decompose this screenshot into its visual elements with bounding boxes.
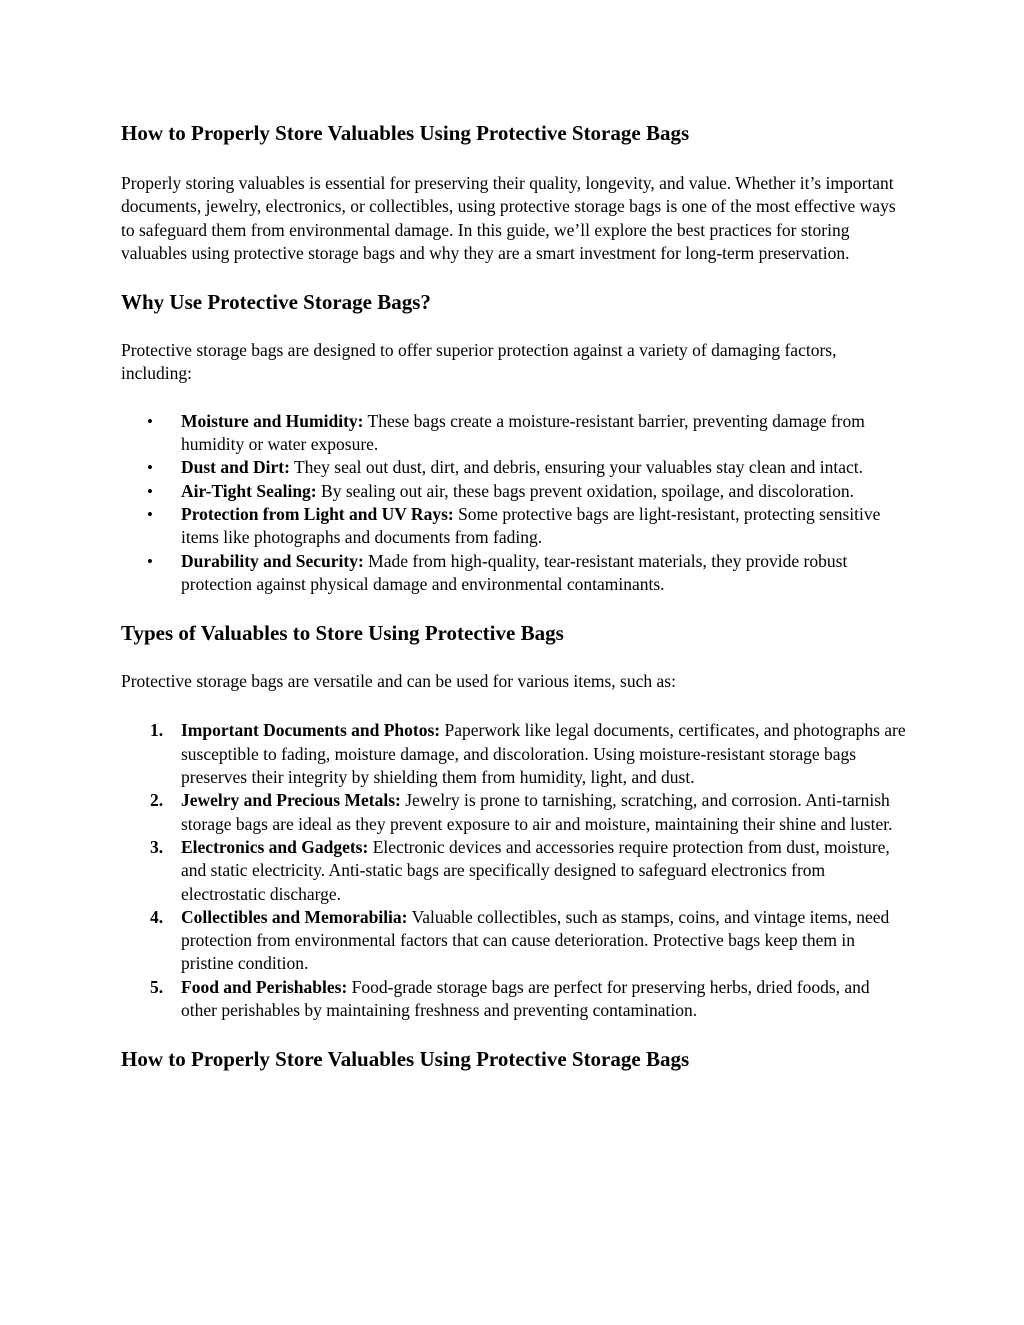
valuable-item-jewelry	[121, 789, 906, 836]
list-number: 4.	[150, 906, 164, 927]
why-intro-paragraph: Protective storage bags are designed to offer superior protection against a variety of damaging factors, including:	[121, 340, 837, 384]
benefit-item-dust	[121, 456, 906, 479]
valuable-text: Paperwork like legal documents, certificates, and photographs are susceptible to fading, moisture damage, and discoloration. Using moisture-resistant storage bags preserves their integrity by shielding them from humidity, light, and dust.	[181, 720, 906, 788]
benefit-text: Some protective bags are light-resistant, protecting sensitive items like photographs and documents from fading.	[181, 503, 881, 548]
benefits-bullet-list	[121, 410, 906, 596]
main-heading: How to Properly Store Valuables Using Protective Storage Bags	[121, 121, 690, 145]
why-heading: Why Use Protective Storage Bags?	[121, 290, 431, 315]
how-to-heading: How to Properly Store Valuables Using Protective Storage Bags	[121, 1047, 690, 1072]
valuable-term: Jewelry and Precious Metals:	[181, 790, 401, 811]
benefit-text: Made from high-quality, tear-resistant materials, they provide robust protection against physical damage and environmental contaminants.	[181, 550, 848, 594]
valuable-item-documents	[121, 719, 906, 789]
bullet-icon: •	[147, 551, 153, 571]
benefit-term: Dust and Dirt:	[181, 457, 290, 478]
benefit-term: Durability and Security:	[181, 550, 364, 571]
document-page	[121, 120, 906, 1072]
list-number: 1.	[150, 720, 164, 741]
benefit-text: These bags create a moisture-resistant barrier, preventing damage from humidity or water exposure.	[181, 410, 865, 455]
benefit-item-airtight	[121, 480, 906, 503]
valuables-numbered-list	[121, 719, 906, 1022]
benefit-item-durability	[121, 550, 906, 597]
valuable-text: Electronic devices and accessories require protection from dust, moisture, and static electricity. Anti-static bags are specifically designed to safeguard electronics from electrostatic discharge.	[181, 836, 890, 904]
benefit-item-light-uv	[121, 503, 906, 550]
list-number: 5.	[150, 976, 164, 997]
benefit-term: Moisture and Humidity:	[181, 410, 364, 431]
valuable-term: Electronics and Gadgets:	[181, 836, 369, 857]
bullet-icon: •	[147, 458, 153, 478]
valuable-text: Valuable collectibles, such as stamps, coins, and vintage items, need protection from environmental factors that can cause deterioration. Protective bags keep them in pristine condition.	[181, 906, 890, 974]
valuable-text: Jewelry is prone to tarnishing, scratching, and corrosion. Anti-tarnish storage bags are ideal as they prevent exposure to air and moisture, maintaining their shine and luster.	[181, 790, 893, 834]
types-intro-paragraph: Protective storage bags are versatile and can be used for various items, such as:	[121, 671, 676, 692]
valuable-term: Food and Perishables:	[181, 976, 348, 997]
intro-paragraph: Properly storing valuables is essential for preserving their quality, longevity, and value. Whether it’s important documents, jewelry, electronics, or collectibles, using protective storage bags is one of the most effective ways to safeguard them from environmental damage. In this guide, we’ll explore the best practices for storing valuables using protective storage bags and why they are a smart investment for long-term preservation.	[121, 173, 896, 263]
list-number: 3.	[150, 836, 164, 857]
bullet-icon: •	[147, 481, 153, 501]
types-heading: Types of Valuables to Store Using Protective Bags	[121, 621, 564, 646]
benefit-text: By sealing out air, these bags prevent oxidation, spoilage, and discoloration.	[316, 480, 854, 501]
bullet-icon: •	[147, 504, 153, 524]
benefit-item-moisture	[121, 410, 906, 457]
valuable-term: Collectibles and Memorabilia:	[181, 906, 408, 927]
benefit-term: Air-Tight Sealing:	[181, 480, 317, 501]
benefit-text: They seal out dust, dirt, and debris, ensuring your valuables stay clean and intact.	[289, 457, 864, 478]
valuable-text: Food-grade storage bags are perfect for preserving herbs, dried foods, and other perishables by maintaining freshness and preventing contamination.	[181, 976, 870, 1021]
valuable-term: Important Documents and Photos:	[181, 720, 441, 741]
list-number: 2.	[150, 790, 164, 811]
valuable-item-food	[121, 976, 906, 1023]
valuable-item-collectibles	[121, 906, 906, 976]
benefit-term: Protection from Light and UV Rays:	[181, 503, 454, 524]
valuable-item-electronics	[121, 836, 906, 906]
bullet-icon: •	[147, 411, 153, 431]
